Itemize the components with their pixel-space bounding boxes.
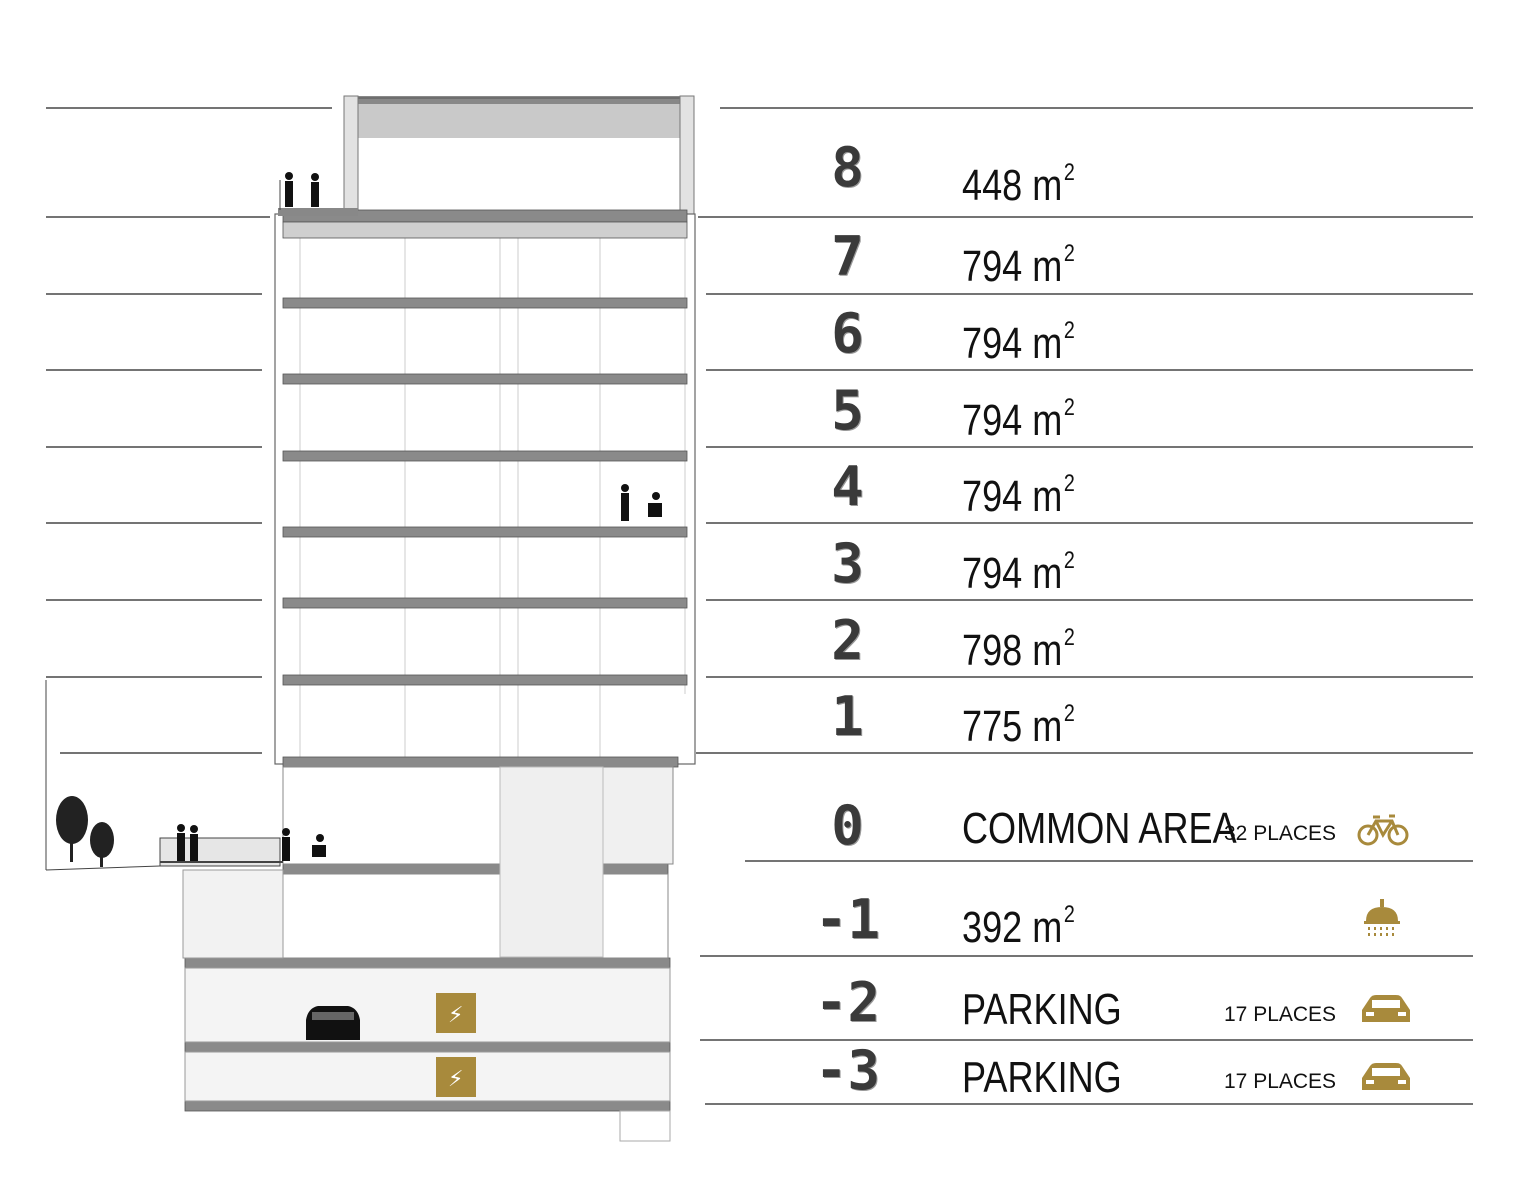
charging-station-icon bbox=[436, 993, 476, 1033]
floor-number: 3 bbox=[831, 532, 864, 595]
floor-number: -1 bbox=[814, 888, 881, 951]
floor-area: 794 $m^2$ bbox=[962, 547, 1075, 598]
floor-number: 1 bbox=[831, 685, 864, 748]
svg-text:⚡: ⚡ bbox=[448, 1003, 464, 1028]
floor-area: 794 $m^2$ bbox=[962, 317, 1075, 368]
places-count: 32 PLACES bbox=[1224, 822, 1337, 845]
car-icon bbox=[1358, 992, 1414, 1026]
floor-label: PARKING bbox=[962, 985, 1122, 1034]
car-icon bbox=[1358, 1060, 1414, 1094]
places-count: 17 PLACES bbox=[1224, 1003, 1337, 1026]
places-count: 17 PLACES bbox=[1224, 1070, 1337, 1093]
floor-area: 775 $m^2$ bbox=[962, 700, 1075, 751]
floor-number: 5 bbox=[831, 379, 864, 442]
ground-terrace bbox=[46, 680, 283, 870]
svg-text:⚡: ⚡ bbox=[448, 1067, 464, 1092]
floor-number: 7 bbox=[831, 225, 864, 288]
floor-area: 794 $m^2$ bbox=[962, 240, 1075, 291]
floor-area: 794 $m^2$ bbox=[962, 394, 1075, 445]
tree-icon bbox=[56, 796, 114, 867]
floor-label: COMMON AREA bbox=[962, 804, 1237, 853]
bicycle-icon bbox=[1356, 813, 1410, 847]
floor-number: 2 bbox=[831, 609, 864, 672]
floor-number: -2 bbox=[814, 971, 881, 1034]
floor-number: 4 bbox=[831, 455, 864, 518]
floor-number: -3 bbox=[814, 1039, 881, 1102]
shower-icon bbox=[1362, 899, 1402, 943]
floor-area: 448 $m^2$ bbox=[962, 159, 1075, 210]
charging-station-icon bbox=[436, 1057, 476, 1097]
floor-area: 794 $m^2$ bbox=[962, 470, 1075, 521]
lower-levels bbox=[183, 767, 673, 1141]
floor-area: 392 $m^2$ bbox=[962, 901, 1075, 952]
floor-label: PARKING bbox=[962, 1053, 1122, 1102]
floor-number: 8 bbox=[831, 136, 864, 199]
floor-number: 0 bbox=[831, 794, 864, 857]
roof-structure bbox=[344, 96, 694, 214]
floor-area: 798 $m^2$ bbox=[962, 624, 1075, 675]
floor-number: 6 bbox=[831, 302, 864, 365]
parked-car-icon bbox=[306, 1006, 360, 1040]
